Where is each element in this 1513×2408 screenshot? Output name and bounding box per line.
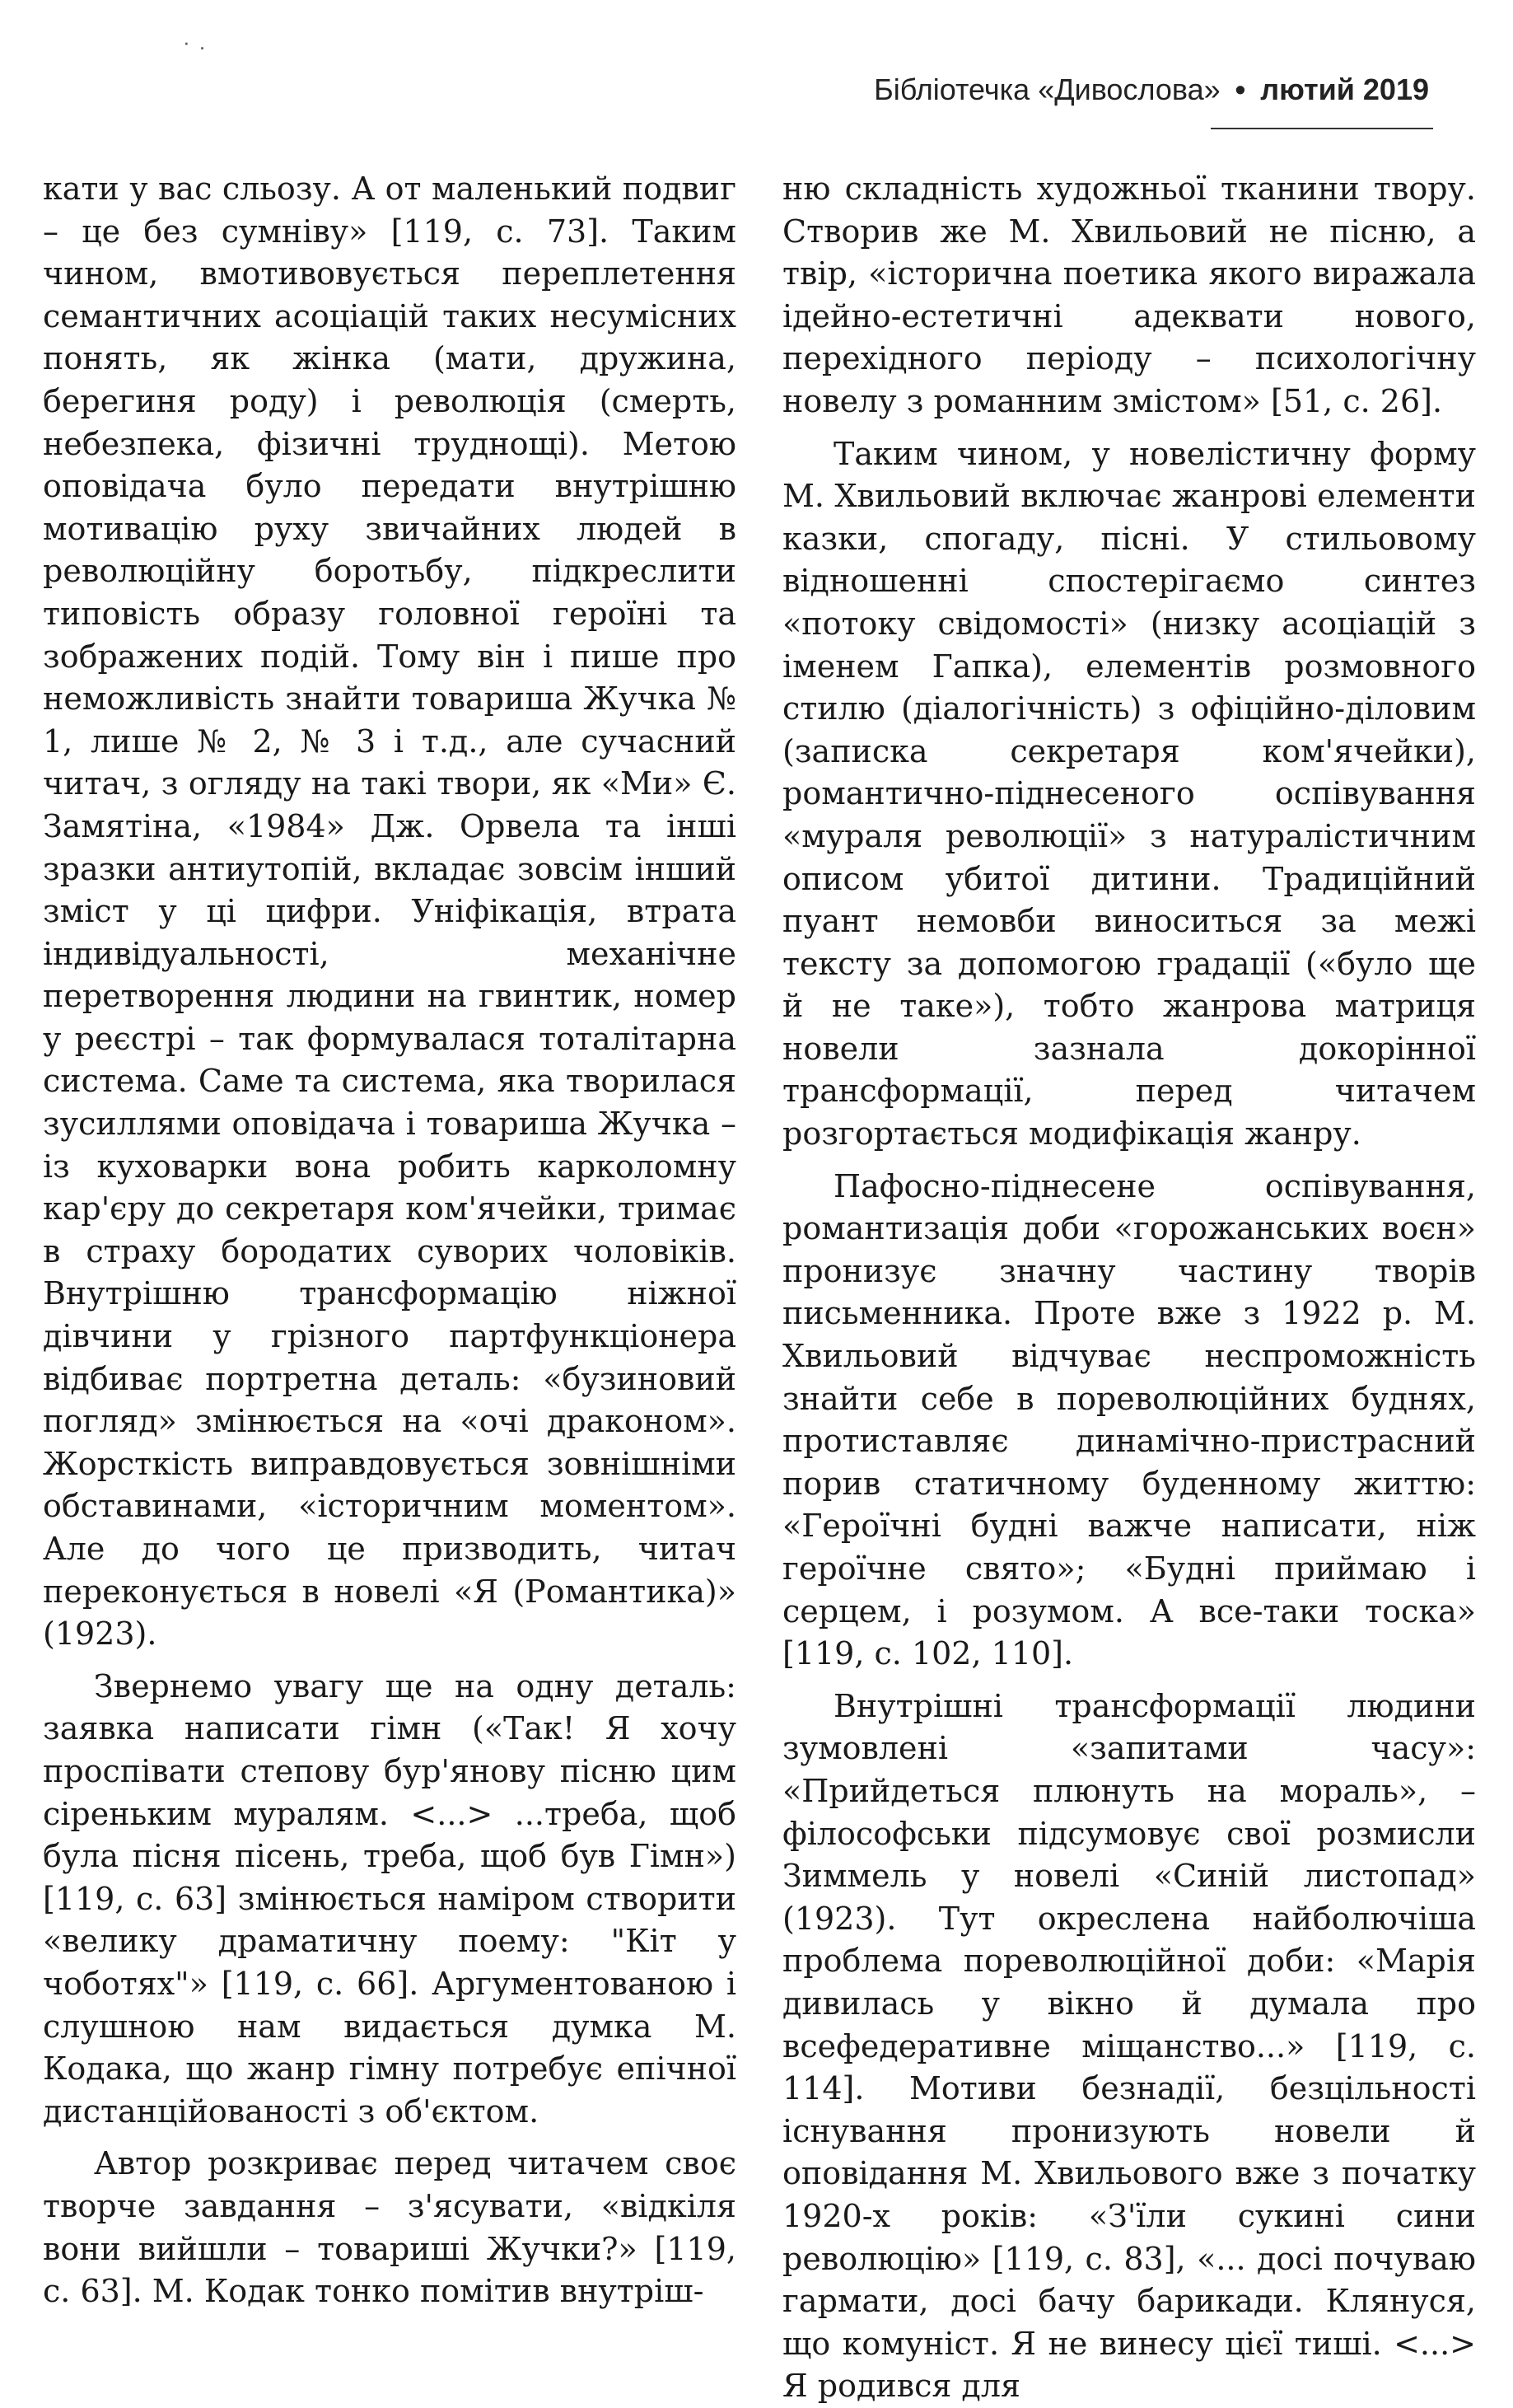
series-title: Бібліотечка «Дивослова» — [874, 72, 1221, 106]
left-column — [43, 168, 736, 2310]
paragraph-continued: кати у вас сльозу. А от маленький подвиг – це без сумніву» [119, с. 73]. Таким чином, вмотивовується переплетення семантичних асоціацій таких несумісних понять, як жінка (мати, дружина, берегиня роду) і революція (смерть, небезпека, фізичні труднощі). Метою оповідача було передати внутрішню мотивацію руху звичайних людей в революційну боротьбу, підкреслити типовість образу головної героїні та зображених подій. Тому він і пише про неможливість знайти товариша Жучка № 1, лише № 2, № 3 і т.д., але сучасний читач, з огляду на такі твори, як «Ми» Є. Замятіна, «1984» Дж. Орвела та інші зразки антиутопій, вкладає зовсім інший зміст у ці цифри. Уніфікація, втрата індивідуальності, механічне перетворення людини на гвинтик, номер у реєстрі – так формувалася тоталітарна система. Саме та система, яка творилася зусиллями оповідача і товариша Жучка – із куховарки вона робить карколомну кар'єру до секретаря ком'ячейки, тримає в страху бородатих суворих чоловіків. Внутрішню трансформацію ніжної дівчини у грізного партфункціонера відбиває портретна деталь: «бузиновий погляд» змінюється на «очі драконом». Жорсткість виправдовується зовнішніми обставинами, «історичним моментом». Але до чого це призводить, читач переконується в новелі «Я (Романтика)» (1923). — [43, 171, 736, 1653]
paragraph: Таким чином, у новелістичну форму М. Хвильовий включає жанрові елементи казки, спогаду, пісні. У стильовому відношенні спостерігаємо синтез «потоку свідомості» (низку асоціацій з іменем Гапка), елементів розмовного стилю (діалогічність) з офіційно-діловим (записка секретаря ком'ячейки), романтично-піднесеного оспівування «мураля революції» з натуралістичним описом убитої дитини. Традиційний пуант немовби виноситься за межі тексту за допомогою градації («було ще й не таке»), тобто жанрова матриця новели зазнала докорінної трансформації, перед читачем розгортається модифікація жанру. — [782, 435, 1476, 1153]
bullet-separator: • — [1235, 72, 1246, 106]
paragraph-continued: ню складність художньої тканини твору. Створив же М. Хвильовий не пісню, а твір, «історична поетика якого виражала ідейно-естетичні адеквати нового, перехідного періоду – психологічну новелу з романним змістом» [51, с. 26]. — [782, 171, 1476, 419]
issue-date: лютий 2019 — [1260, 72, 1429, 106]
paragraph: Внутрішні трансформації людини зумовлені «запитами часу»: «Прийдеться плюнуть на мораль», – філософськи підсумовує свої розмисли Зиммель у новелі «Синій листопад» (1923). Тут окреслена найболючіша проблема пореволюційної доби: «Марія дивилась у вікно й думала про всефедеративне міщанство...» [119, с. 114]. Мотиви безнадії, безцільності існування пронизують новели й оповідання М. Хвильового вже з початку 1920-х років: «З'їли сукині сини революцію» [119, с. 83], «... досі почуваю гармати, досі бачу барикади. Клянуся, що комуніст. Я не винесу цієї тиші. <...> Я родився для — [782, 1687, 1476, 2405]
header-rule — [1211, 128, 1433, 129]
paragraph: Автор розкриває перед читачем своє творче завдання – з'ясувати, «відкіля вони вийшли – товариші Жучки?» [119, с. 63]. М. Кодак тонко помітив внутріш- — [43, 2145, 736, 2310]
paragraph: Звернемо увагу ще на одну деталь: заявка написати гімн («Так! Я хочу проспівати степову бур'янову пісню цим сіреньким муралям. <...> ...треба, щоб була пісня пісень, треба, щоб був Гімн») [119, с. 63] змінюється наміром створити «велику драматичну поему: "Кіт у чоботях"» [119, с. 66]. Аргументованою і слушною нам видається думка М. Кодака, що жанр гімну потребує епічної дистанційованості з об'єктом. — [43, 1667, 736, 2130]
right-column — [782, 168, 1476, 2405]
paragraph: Пафосно-піднесене оспівування, романтизація доби «горожанських воєн» пронизує значну частину творів письменника. Проте вже з 1922 р. М. Хвильовий відчуває неспроможність знайти себе в пореволюційних буднях, протиставляє динамічно-пристрасний порив статичному буденному життю: «Героїчні будні важче написати, ніж героїчне свято»; «Будні приймаю і серцем, і розумом. А все-таки тоска» [119, с. 102, 110]. — [782, 1167, 1476, 1672]
running-header — [807, 72, 1429, 107]
scan-mark: · . — [183, 30, 208, 54]
